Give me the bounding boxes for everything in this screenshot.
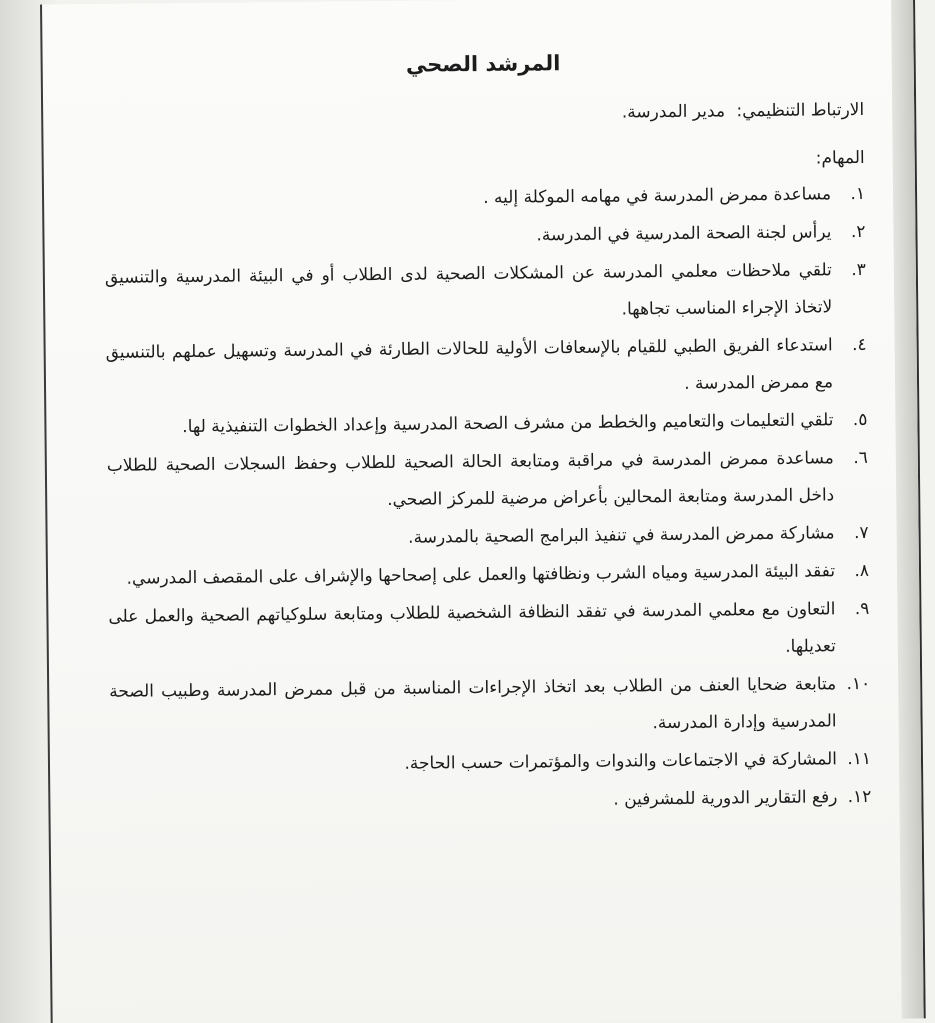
document-content bbox=[103, 48, 872, 825]
document-page bbox=[40, 0, 926, 1023]
list-item bbox=[107, 440, 869, 522]
page-edge bbox=[891, 0, 924, 1019]
item-text: رفع التقارير الدورية للمشرفين . bbox=[613, 787, 838, 810]
item-text: مساعدة ممرض المدرسة في مراقبة ومتابعة الحالة الصحية للطلاب وحفظ السجلات الصحية للطلاب داخل المدرسة ومتابعة المحالين بأعراض مرضية للمركز الصحي. bbox=[106, 448, 835, 510]
list-item bbox=[110, 779, 871, 824]
list-item bbox=[105, 252, 867, 334]
item-number: ٧. bbox=[853, 522, 869, 544]
item-text: متابعة ضحايا العنف من الطلاب بعد اتخاذ الإجراءات المناسبة من قبل ممرض المدرسة وطبيب الصحة المدرسية وإدارة المدرسة. bbox=[109, 674, 837, 734]
item-number: ٩. bbox=[854, 598, 870, 620]
organizational-relation bbox=[103, 100, 864, 128]
item-number: ٦. bbox=[853, 447, 868, 469]
item-text: تفقد البيئة المدرسية ومياه الشرب ونظافتها والعمل على إصحاحها والإشراف على المقصف المدرسي. bbox=[126, 561, 836, 589]
list-item bbox=[109, 666, 871, 748]
item-number: ١. bbox=[850, 183, 866, 205]
item-number: ٢. bbox=[850, 221, 866, 243]
tasks-list bbox=[104, 176, 872, 824]
item-text: مشاركة ممرض المدرسة في تنفيذ البرامج الصحية بالمدرسة. bbox=[408, 523, 835, 548]
item-number: ١٢. bbox=[847, 786, 872, 808]
relation-value: مدير المدرسة. bbox=[621, 101, 726, 123]
item-text: استدعاء الفريق الطبي للقيام بالإسعافات الأولية للحالات الطارئة في المدرسة وتسهيل عملهم بالتنسيق مع ممرض المدرسة . bbox=[105, 335, 834, 394]
page-title: المرشد الصحي bbox=[405, 51, 561, 77]
item-text: مساعدة ممرض المدرسة في مهامه الموكلة إليه . bbox=[483, 184, 832, 208]
item-number: ٥. bbox=[852, 409, 868, 431]
item-text: يرأس لجنة الصحة المدرسية في المدرسة. bbox=[536, 222, 832, 246]
tasks-heading: المهام: bbox=[815, 147, 865, 169]
item-number: ٨. bbox=[854, 560, 870, 582]
item-text: المشاركة في الاجتماعات والندوات والمؤتمرات حسب الحاجة. bbox=[404, 749, 838, 774]
item-number: ١٠. bbox=[846, 673, 871, 695]
list-item bbox=[105, 327, 867, 409]
item-text: تلقي ملاحظات معلمي المدرسة عن المشكلات الصحية لدى الطلاب أو في البيئة المدرسية والتنسيق لاتخاذ الإجراء المناسب تجاهها. bbox=[104, 260, 833, 320]
item-number: ٤. bbox=[851, 334, 867, 356]
item-text: التعاون مع معلمي المدرسة في تفقد النظافة الشخصية للطلاب ومتابعة سلوكياتهم الصحية والعمل على تعديلها. bbox=[108, 599, 836, 657]
item-text: تلقي التعليمات والتعاميم والخطط من مشرف الصحة المدرسية وإعداد الخطوات التنفيذية لها. bbox=[182, 410, 834, 438]
relation-label: الارتباط التنظيمي: bbox=[736, 99, 865, 122]
item-number: ١١. bbox=[847, 748, 872, 770]
item-number: ٣. bbox=[851, 259, 866, 281]
list-item bbox=[108, 591, 870, 673]
